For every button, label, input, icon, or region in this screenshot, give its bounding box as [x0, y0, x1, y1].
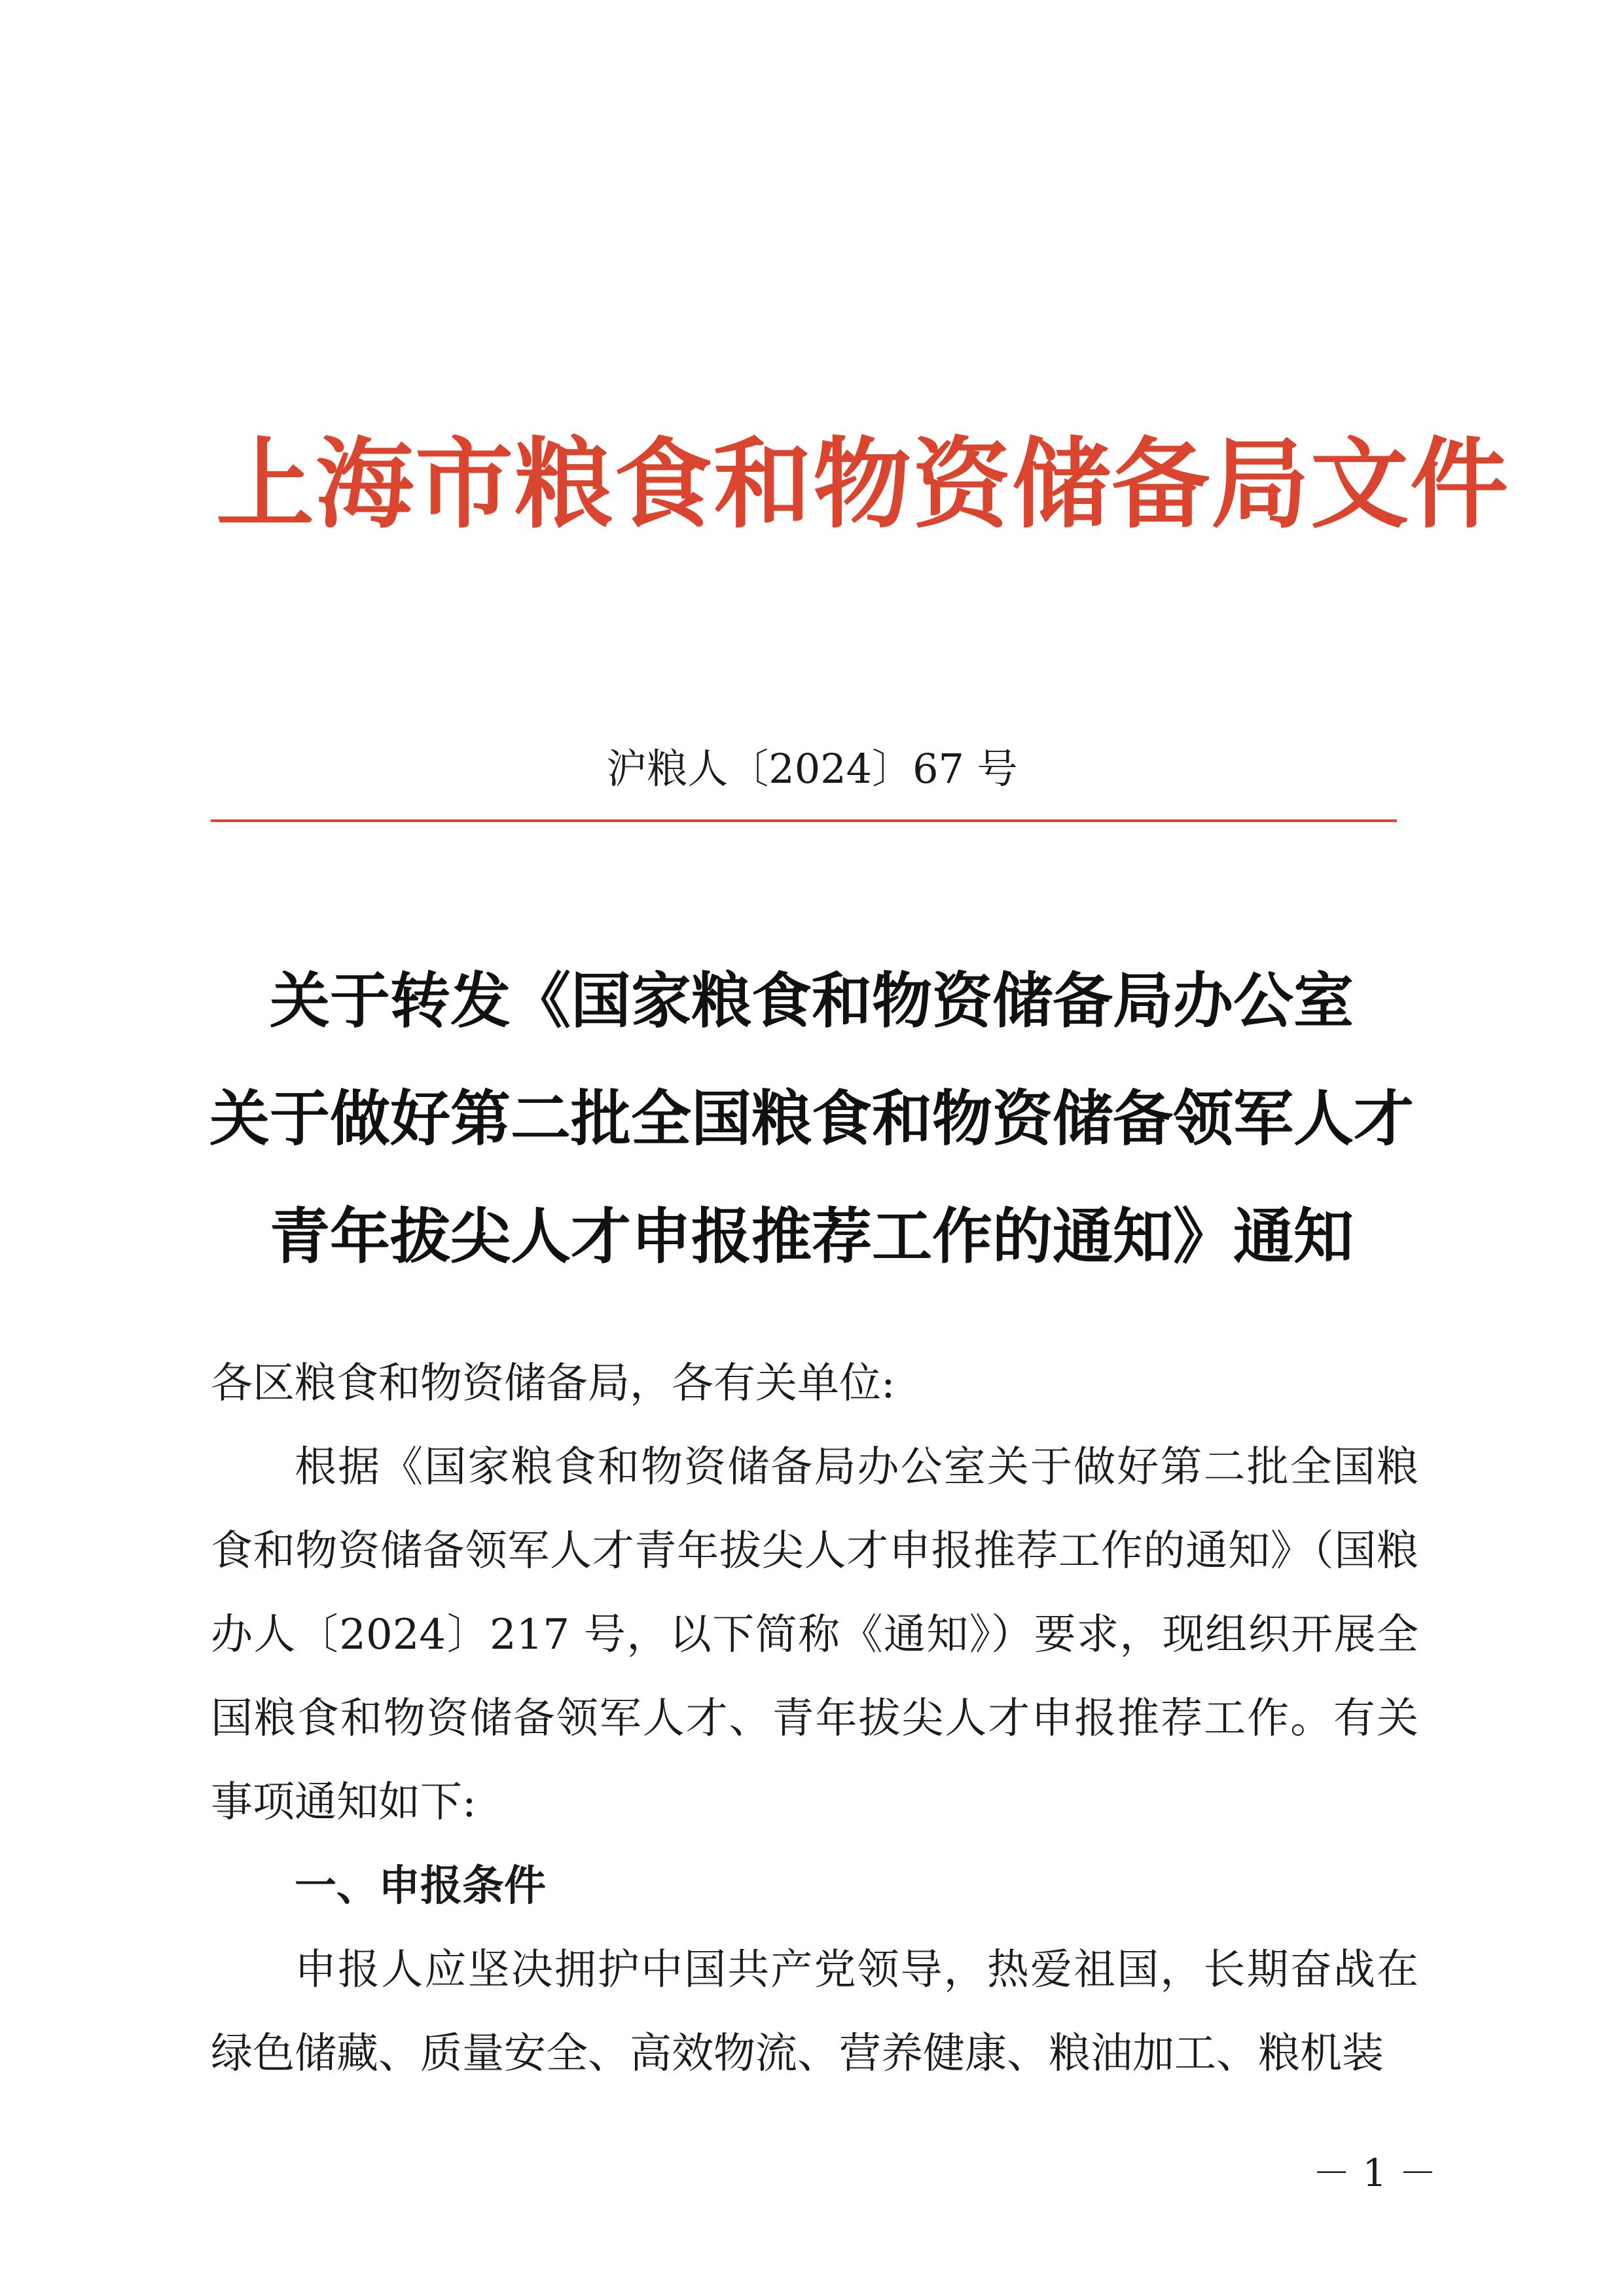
title-line-2: 关于做好第二批全国粮食和物资储备领军人才	[209, 1084, 1414, 1154]
section-heading: 一、申报条件	[295, 1862, 546, 1910]
document-body	[211, 1342, 1418, 2096]
body-paragraph: 根据《国家粮食和物资储备局办公室关于做好第二批全国粮食和物资储备领军人才青年拔尖人才申报推荐工作的通知》（国粮办人〔2024〕217 号，以下简称《通知》）要求，现组织开展全国粮食和物资储备领军人才、青年拔尖人才申报推荐工作。有关事项通知如下:	[211, 1443, 1418, 1827]
salutation: 各区粮食和物资储备局，各有关单位:	[211, 1359, 895, 1408]
document-number: 沪粮人〔2024〕67 号	[606, 745, 1018, 793]
body-paragraph: 申报人应坚决拥护中国共产党领导，热爱祖国，长期奋战在绿色储藏、质量安全、高效物流、营养健康、粮油加工、粮机装	[211, 1946, 1418, 2078]
issuing-org-header: 上海市粮食和物资储备局文件	[216, 427, 1510, 542]
title-line-3: 青年拔尖人才申报推荐工作的通知》通知	[269, 1202, 1354, 1272]
red-divider-line	[211, 819, 1397, 822]
document-title	[164, 942, 1460, 1296]
title-line-1: 关于转发《国家粮食和物资储备局办公室	[269, 966, 1354, 1036]
page-number: － 1 －	[1312, 2151, 1437, 2195]
